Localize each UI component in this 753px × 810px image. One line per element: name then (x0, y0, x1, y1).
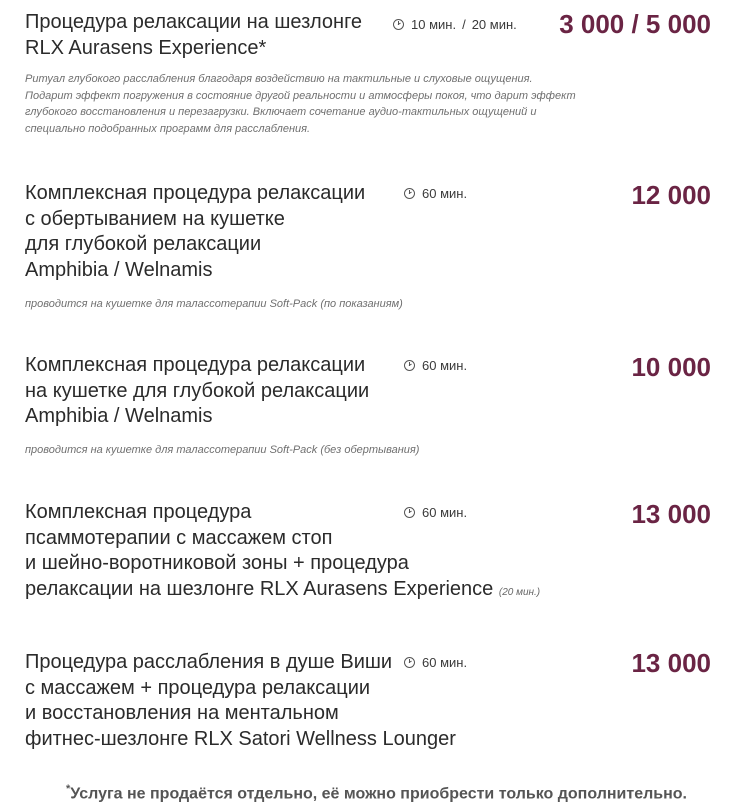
service-duration: 60 мин. (404, 505, 467, 520)
clock-icon (404, 360, 415, 371)
service-duration: 60 мин. (404, 655, 467, 670)
service-title: Комплексная процедура релаксации на кушетке для глубокой релаксации Amphibia / Welnamis (25, 354, 370, 427)
service-title: Комплексная процедура псаммотерапии с массажем стоп и шейно-воротниковой зоны + процедура релаксации на шезлонге RLX Aurasens Experience (20 мин.) (25, 501, 541, 600)
service-item (25, 650, 725, 752)
footnote (0, 783, 753, 803)
service-price: 13 000 (631, 499, 711, 529)
service-description: Ритуал глубокого расслабления благодаря воздействию на тактильные и слуховые ощущения. Подарит эффект погружения в состояние другой реальности и атмосферы покоя, что дарит эффект глубокого восстановления и перезагрузки. Включает сочетание аудио-тактильных ощущений и специально подобранных программ для расслабления. (25, 73, 576, 135)
service-price: 10 000 (631, 352, 711, 382)
service-duration: 10 мин. / 20 мин. (393, 17, 517, 32)
footnote-mark: * (66, 783, 71, 795)
service-item (25, 500, 725, 605)
service-title: Процедура релаксации на шезлонге RLX Aurasens Experience* (25, 11, 363, 59)
service-title: Комплексная процедура релаксации с обертыванием на кушетке для глубокой релаксации Amphibia / Welnamis (25, 182, 366, 281)
service-title: Процедура расслабления в душе Виши с массажем + процедура релаксации и восстановления на ментальном фитнес-шезлонге RLX Satori Wellness Lounger (25, 651, 456, 750)
clock-icon (393, 19, 404, 30)
service-description: проводится на кушетке для талассотерапии Soft-Pack (по показаниям) (25, 298, 403, 310)
service-item (25, 353, 725, 458)
service-duration: 60 мин. (404, 186, 467, 201)
clock-icon (404, 657, 415, 668)
service-title-note: (20 мин.) (498, 586, 541, 598)
clock-icon (404, 188, 415, 199)
service-price: 3 000 / 5 000 (559, 9, 711, 39)
service-item (25, 181, 725, 313)
service-duration: 60 мин. (404, 358, 467, 373)
clock-icon (404, 507, 415, 518)
service-price: 13 000 (631, 648, 711, 678)
footnote-text: Услуга не продаётся отдельно, её можно приобрести только дополнительно. (70, 785, 687, 803)
service-price: 12 000 (631, 180, 711, 210)
service-description: проводится на кушетке для талассотерапии Soft-Pack (без обертывания) (25, 443, 420, 456)
